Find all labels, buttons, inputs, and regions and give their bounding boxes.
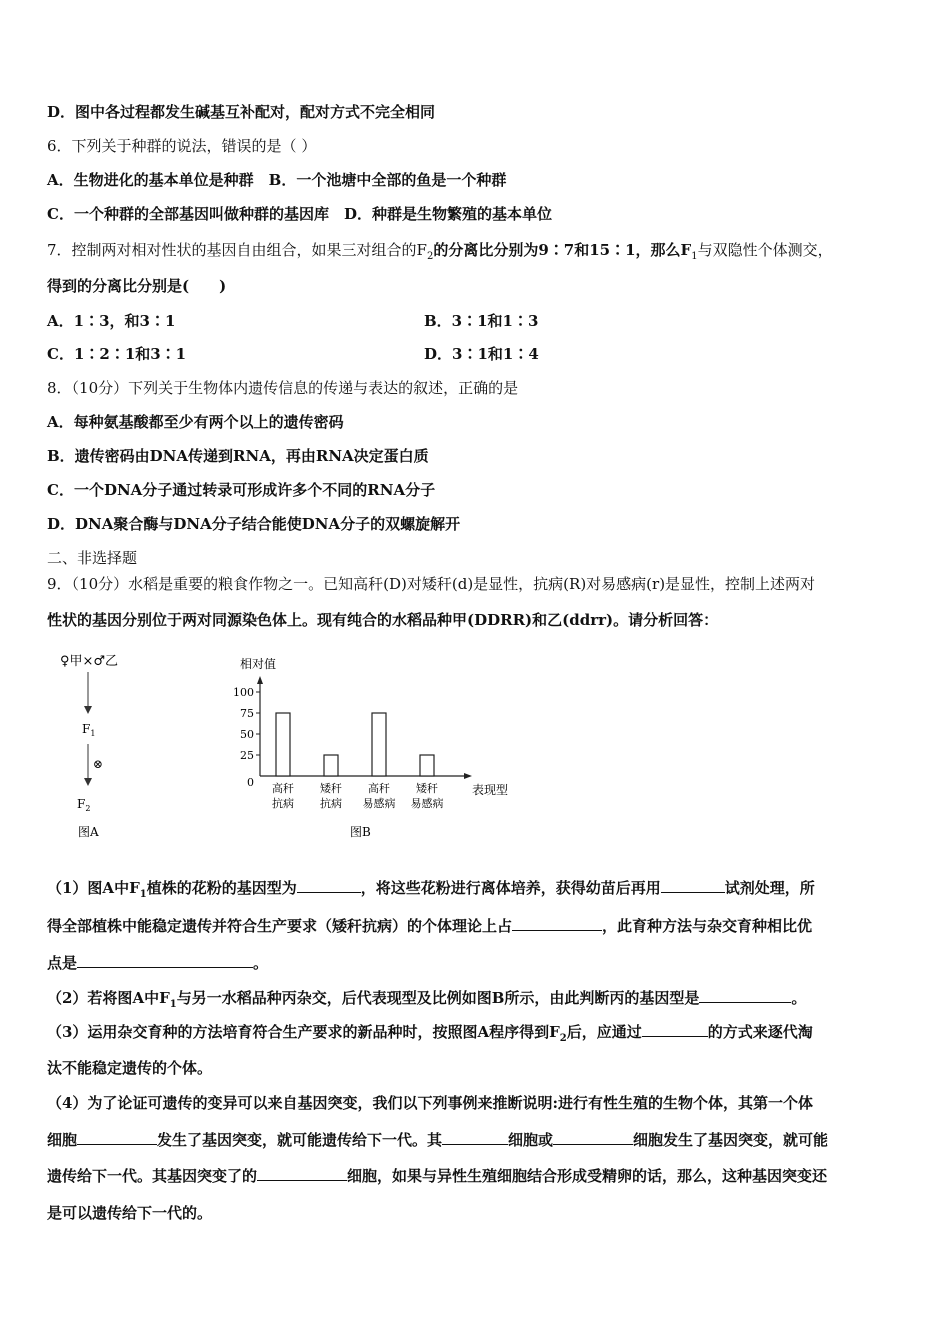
text: 点是: [47, 954, 78, 972]
q7-option-c: C．1∶2∶1和3∶1: [47, 345, 187, 363]
text: 。: [791, 989, 807, 1007]
chart-x-tick-label: 高秆: [368, 782, 390, 795]
text: 植株的花粉的基因型为: [146, 879, 297, 897]
chart-x-tick-label: 高秆: [272, 782, 294, 795]
text: 细胞，如果与异性生殖细胞结合形成受精卵的话，那么，这种基因突变还: [347, 1167, 828, 1185]
q7-option-a: A．1∶3，和3∶1: [47, 312, 176, 330]
chart-y-arrowhead: [257, 676, 263, 684]
chart-x-tick-label: 抗病: [272, 797, 294, 810]
q7-stem-part: 7．控制两对相对性状的基因自由组合，如果三对组合的F: [47, 241, 427, 259]
chart-bar: [420, 755, 434, 776]
q8-option-a: A．每种氨基酸都至少有两个以上的遗传密码: [47, 413, 344, 431]
answer-blank[interactable]: [661, 878, 725, 893]
text: 试剂处理，所: [724, 879, 815, 897]
chart-bar: [276, 713, 290, 776]
q8-stem: 8．（10分）下列关于生物体内遗传信息的传递与表达的叙述，正确的是: [47, 379, 519, 397]
chart-x-tick-label: 矮秆: [416, 782, 438, 795]
q8-option-b: B．遗传密码由DNA传递到RNA，再由RNA决定蛋白质: [47, 447, 429, 465]
text: 细胞或: [508, 1131, 554, 1149]
fig-a-f1: $F_1$: [82, 722, 96, 738]
chart-caption: 图B: [350, 825, 371, 839]
q9-stem-line2: 性状的基因分别位于两对同源染色体上。现有纯合的水稻品种甲(DDRR)和乙(ddrr)。请分析回答：: [47, 611, 719, 629]
chart-x-arrowhead: [464, 773, 472, 779]
q7-option-d: D．3∶1和1∶4: [424, 345, 539, 363]
text: 细胞: [47, 1131, 78, 1149]
fig-a-arrowhead-2: [84, 778, 92, 786]
chart-y-tick-label: 75: [240, 707, 254, 720]
chart-x-tick-label: 抗病: [320, 797, 342, 810]
figure-b-chart: [220, 648, 520, 848]
q7-stem-part: 与双隐性个体测交，: [697, 241, 833, 259]
q9-p1-line2: [47, 916, 812, 936]
q9-p2: [47, 988, 806, 1015]
answer-blank[interactable]: [512, 916, 602, 931]
q6-stem: 6．下列关于种群的说法，错误的是（ ）: [47, 137, 317, 155]
q7-options-cd: [47, 344, 539, 364]
q9-p3-line2: 汰不能稳定遗传的个体。: [47, 1059, 213, 1077]
q8-option-d: D．DNA聚合酶与DNA分子结合能使DNA分子的双螺旋解开: [47, 515, 461, 533]
text: 后，应通过: [566, 1023, 642, 1041]
q9-p1-f1-sub: 1: [139, 889, 147, 900]
text: 。: [253, 954, 269, 972]
fig-a-arrowhead-1: [84, 706, 92, 714]
chart-xlabel: 表现型: [472, 783, 509, 797]
answer-blank[interactable]: [257, 1166, 347, 1181]
q7-sub: 2: [426, 251, 434, 262]
q9-p1-line3: [47, 953, 268, 973]
answer-blank[interactable]: [553, 1130, 633, 1145]
q9-p4-line3: [47, 1166, 827, 1186]
chart-y-tick-label: 50: [240, 728, 254, 741]
text: 的方式来逐代淘: [707, 1023, 813, 1041]
q6-options-ab: A．生物进化的基本单位是种群 B．一个池塘中全部的鱼是一个种群: [47, 171, 507, 189]
text: （3）运用杂交育种的方法培育符合生产要求的新品种时，按照图A程序得到F: [47, 1023, 560, 1041]
fig-a-selfing-icon: ⊗: [93, 757, 104, 771]
text: （1）图A中F: [47, 879, 140, 897]
q9-stem-line1: 9．（10分）水稻是重要的粮食作物之一。已知高秆(D)对矮秆(d)是显性，抗病(R)对易感病(r)是显性，控制上述两对: [47, 575, 816, 593]
text: ，此育种方法与杂交育种相比优: [602, 917, 813, 935]
text: 与另一水稻品种丙杂交，后代表现型及比例如图B所示，由此判断丙的基因型是: [176, 989, 700, 1007]
chart-x-tick-label: 矮秆: [320, 782, 342, 795]
figure-a: [60, 648, 160, 848]
answer-blank[interactable]: [297, 878, 361, 893]
q9-p4-line4: 是可以遗传给下一代的。: [47, 1204, 213, 1222]
chart-y-tick-label: 25: [240, 749, 254, 762]
q6-options-cd: C．一个种群的全部基因叫做种群的基因库 D．种群是生物繁殖的基本单位: [47, 205, 552, 223]
chart-bar: [324, 755, 338, 776]
chart-x-tick-label: 易感病: [410, 797, 444, 810]
q5-option-d: D．图中各过程都发生碱基互补配对，配对方式不完全相同: [47, 103, 436, 121]
text: 细胞发生了基因突变，就可能: [633, 1131, 829, 1149]
fig-a-caption: 图A: [78, 825, 99, 839]
q9-p4-line2: [47, 1130, 828, 1150]
section-heading: 二、非选择题: [47, 549, 138, 567]
q9-p3-line1: [47, 1022, 813, 1049]
answer-blank[interactable]: [699, 988, 791, 1003]
text: 遗传给下一代。其基因突变了的: [47, 1167, 258, 1185]
text: 得全部植株中能稳定遗传并符合生产要求（矮秆抗病）的个体理论上占: [47, 917, 513, 935]
q9-p2-f1-sub: 1: [169, 999, 177, 1010]
text: 发生了基因突变，就可能遗传给下一代。其: [157, 1131, 443, 1149]
answer-blank[interactable]: [77, 953, 253, 968]
q9-p4-line1: （4）为了论证可遗传的变异可以来自基因突变，我们以下列事例来推断说明:进行有性生殖的生物个体，其第一个体: [47, 1094, 813, 1112]
q7-stem-line2: 得到的分离比分别是( ): [47, 277, 227, 295]
q7-option-b: B．3∶1和1∶3: [424, 312, 539, 330]
answer-blank[interactable]: [642, 1022, 708, 1037]
q8-option-c: C．一个DNA分子通过转录可形成许多个不同的RNA分子: [47, 481, 436, 499]
text: ，将这些花粉进行离体培养，获得幼苗后再用: [360, 879, 661, 897]
chart-y-tick-label: 100: [233, 686, 254, 699]
q7-options-ab: [47, 311, 539, 331]
q9-p1-line1: [47, 878, 815, 905]
fig-a-f2: $F_2$: [77, 797, 91, 813]
q7-stem-part: 的分离比分别为9∶7和15∶1，那么F: [433, 241, 692, 259]
q9-p3-f2-sub: 2: [559, 1033, 567, 1044]
q7-sub: 1: [691, 251, 698, 262]
answer-blank[interactable]: [77, 1130, 157, 1145]
answer-blank[interactable]: [442, 1130, 508, 1145]
chart-x-tick-label: 易感病: [362, 797, 396, 810]
q7-stem: [47, 240, 833, 267]
chart-ylabel: 相对值: [240, 657, 277, 671]
chart-bar: [372, 713, 386, 776]
fig-a-cross: ♀甲×♂乙: [60, 654, 119, 669]
text: （2）若将图A中F: [47, 989, 170, 1007]
chart-y-tick-label: 0: [247, 776, 254, 789]
